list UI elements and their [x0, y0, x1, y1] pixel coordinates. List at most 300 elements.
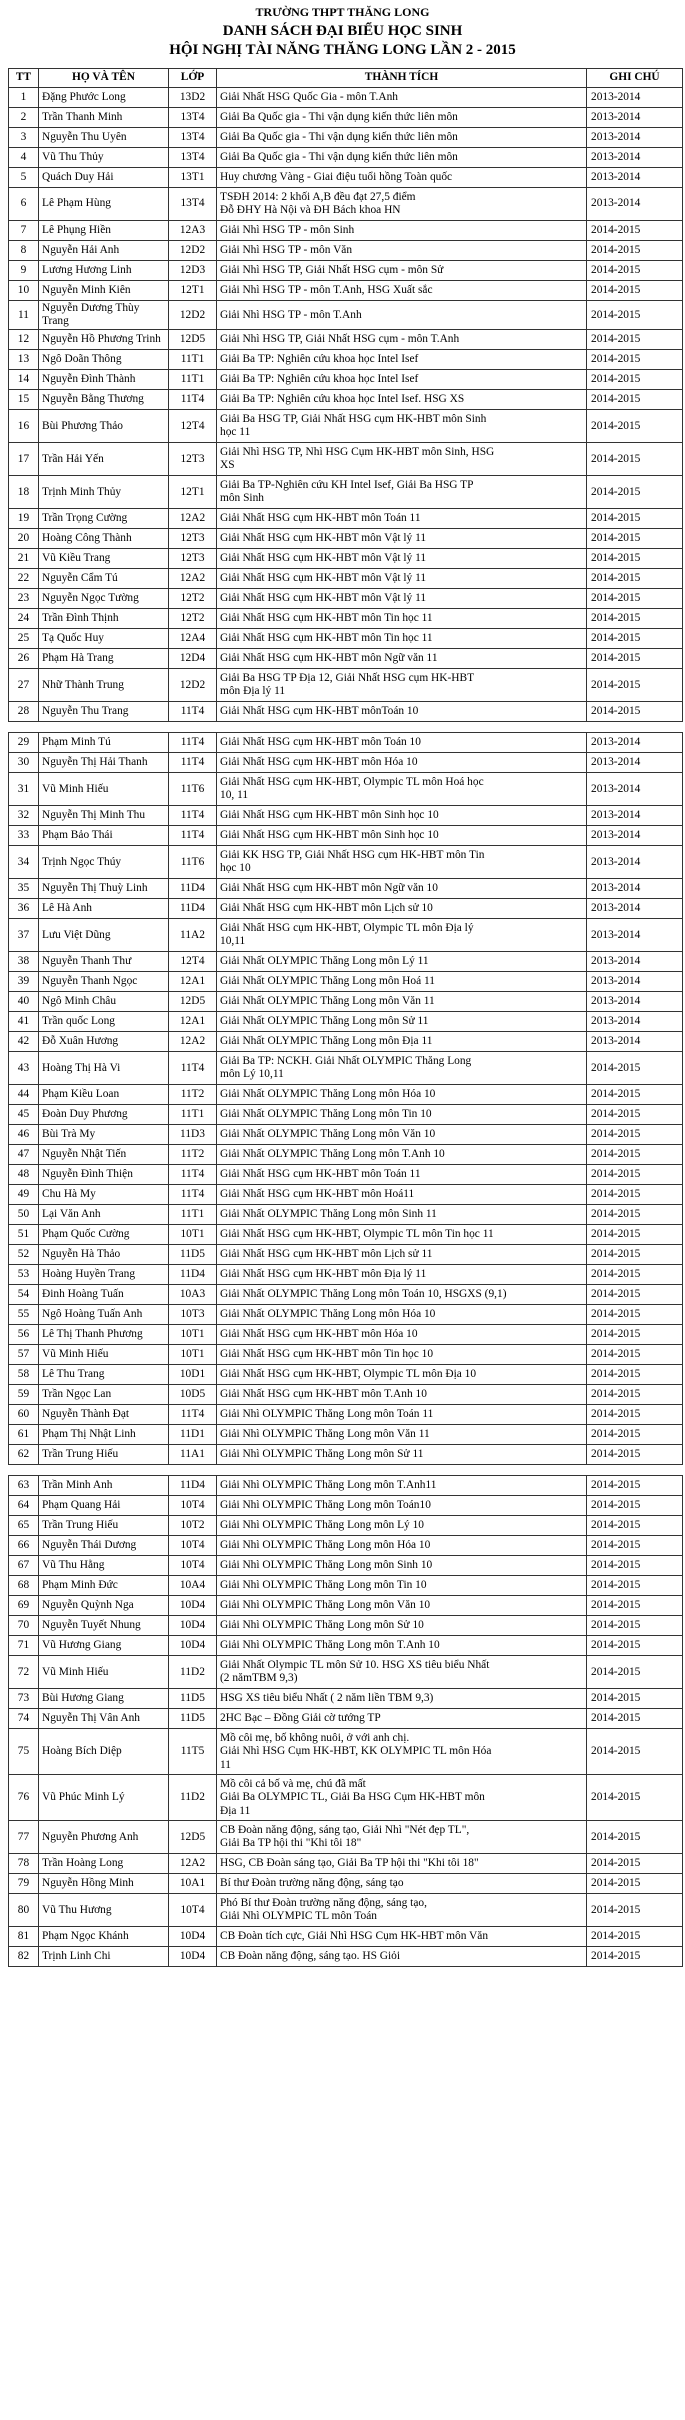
- achievement: [217, 301, 587, 330]
- student-name: Nguyễn Nhật Tiến: [39, 1145, 169, 1165]
- school-year-note: 2013-2014: [587, 1012, 683, 1032]
- school-year-note: 2014-2015: [587, 649, 683, 669]
- table-row: [9, 443, 683, 476]
- achievement: [217, 370, 587, 390]
- achievement: [217, 846, 587, 879]
- class-code: 12T3: [169, 443, 217, 476]
- student-name: Vũ Thu Hằng: [39, 1556, 169, 1576]
- section-separator: [9, 722, 683, 733]
- student-name: Nguyễn Thị Hải Thanh: [39, 753, 169, 773]
- student-name: Nguyễn Hà Thảo: [39, 1245, 169, 1265]
- table-row: [9, 569, 683, 589]
- achievement: [217, 1576, 587, 1596]
- table-row: [9, 1245, 683, 1265]
- school-year-note: 2013-2014: [587, 88, 683, 108]
- row-number: 61: [9, 1425, 39, 1445]
- school-year-note: 2013-2014: [587, 952, 683, 972]
- achievement: [217, 1496, 587, 1516]
- achievement-line: Đỗ ĐHY Hà Nội và ĐH Bách khoa HN: [220, 204, 401, 216]
- achievement: [217, 443, 587, 476]
- school-year-note: 2014-2015: [587, 261, 683, 281]
- student-name: Lê Thu Trang: [39, 1365, 169, 1385]
- student-name: Nguyễn Thanh Ngọc: [39, 972, 169, 992]
- student-name: Phạm Quốc Cường: [39, 1225, 169, 1245]
- student-name: Vũ Kiều Trang: [39, 549, 169, 569]
- school-year-note: 2013-2014: [587, 992, 683, 1012]
- row-number: 7: [9, 221, 39, 241]
- student-name: Đỗ Xuân Hương: [39, 1032, 169, 1052]
- student-name: Ngô Minh Châu: [39, 992, 169, 1012]
- student-name: Nguyễn Thị Thuỳ Linh: [39, 879, 169, 899]
- achievement-line: Giải Ba TP-Nghiên cứu KH Intel Isef, Giải Ba HSG TP: [220, 479, 474, 492]
- row-number: 57: [9, 1345, 39, 1365]
- row-number: 36: [9, 899, 39, 919]
- student-name: Phạm Minh Tú: [39, 733, 169, 753]
- achievement: [217, 1596, 587, 1616]
- student-name: Đinh Hoàng Tuấn: [39, 1285, 169, 1305]
- class-code: 10A3: [169, 1285, 217, 1305]
- row-number: 29: [9, 733, 39, 753]
- table-row: [9, 1854, 683, 1874]
- school-year-note: 2014-2015: [587, 390, 683, 410]
- row-number: 66: [9, 1536, 39, 1556]
- student-name: Nguyễn Thu Uyên: [39, 128, 169, 148]
- school-year-note: 2014-2015: [587, 1385, 683, 1405]
- row-number: 52: [9, 1245, 39, 1265]
- achievement: [217, 108, 587, 128]
- school-year-note: 2014-2015: [587, 1165, 683, 1185]
- row-number: 31: [9, 773, 39, 806]
- student-name: Phạm Ngọc Khánh: [39, 1927, 169, 1947]
- achievement-line: Giải Nhất OLYMPIC Thăng Long môn Văn 11: [220, 995, 435, 1008]
- student-name: Hoàng Bích Diệp: [39, 1729, 169, 1775]
- achievement-line: Giải Nhất HSG cụm HK-HBT môn T.Anh 10: [220, 1388, 427, 1401]
- school-year-note: 2014-2015: [587, 529, 683, 549]
- class-code: 11T1: [169, 350, 217, 370]
- class-code: 10D4: [169, 1616, 217, 1636]
- row-number: 75: [9, 1729, 39, 1775]
- table-row: [9, 1285, 683, 1305]
- row-number: 32: [9, 806, 39, 826]
- achievement-line: Giải Nhất HSG cụm HK-HBT, Olympic TL môn Tin học 11: [220, 1228, 494, 1241]
- school-year-note: 2014-2015: [587, 1325, 683, 1345]
- row-number: 5: [9, 168, 39, 188]
- student-name: Phạm Kiều Loan: [39, 1085, 169, 1105]
- row-number: 8: [9, 241, 39, 261]
- school-year-note: 2014-2015: [587, 330, 683, 350]
- achievement-line: môn Sinh: [220, 492, 264, 505]
- school-year-note: 2013-2014: [587, 806, 683, 826]
- achievement: [217, 1656, 587, 1689]
- column-header-name: HỌ VÀ TÊN: [39, 69, 169, 88]
- school-year-note: 2014-2015: [587, 1729, 683, 1775]
- student-name: Vũ Minh Hiếu: [39, 1345, 169, 1365]
- table-row: [9, 992, 683, 1012]
- table-row: [9, 1365, 683, 1385]
- achievement-line: Giải Nhất OLYMPIC Thăng Long môn Lý 11: [220, 955, 429, 968]
- achievement: [217, 1516, 587, 1536]
- achievement-line: HSG XS tiêu biểu Nhất ( 2 năm liền TBM 9,3): [220, 1692, 434, 1705]
- achievement: [217, 1556, 587, 1576]
- class-code: 11D2: [169, 1656, 217, 1689]
- student-name: Nguyễn Tuyết Nhung: [39, 1616, 169, 1636]
- achievement-line: Phó Bí thư Đoàn trường năng động, sáng tạo,: [220, 1897, 427, 1910]
- achievement: [217, 1085, 587, 1105]
- achievement: [217, 826, 587, 846]
- student-name: Tạ Quốc Huy: [39, 629, 169, 649]
- achievement-line: Huy chương Vàng - Giai điệu tuổi hồng Toàn quốc: [220, 170, 453, 183]
- row-number: 33: [9, 826, 39, 846]
- achievement: [217, 1245, 587, 1265]
- row-number: 42: [9, 1032, 39, 1052]
- row-number: 69: [9, 1596, 39, 1616]
- school-year-note: 2014-2015: [587, 1225, 683, 1245]
- class-code: 10D4: [169, 1636, 217, 1656]
- achievement: [217, 1874, 587, 1894]
- table-row: [9, 1576, 683, 1596]
- student-name: Ngô Hoàng Tuấn Anh: [39, 1305, 169, 1325]
- student-name: Quách Duy Hải: [39, 168, 169, 188]
- school-year-note: 2014-2015: [587, 1425, 683, 1445]
- achievement-line: Giải Ba TP: Nghiên cứu khoa học Intel Isef: [220, 373, 419, 386]
- row-number: 60: [9, 1405, 39, 1425]
- table-row: [9, 1052, 683, 1085]
- achievement-line: (2 nămTBM 9,3): [220, 1672, 298, 1685]
- achievement: [217, 806, 587, 826]
- school-year-note: 2013-2014: [587, 753, 683, 773]
- table-row: [9, 1689, 683, 1709]
- achievement: [217, 1821, 587, 1854]
- class-code: 10A1: [169, 1874, 217, 1894]
- student-name: Trần Thanh Minh: [39, 108, 169, 128]
- achievement: [217, 128, 587, 148]
- achievement: [217, 1165, 587, 1185]
- achievement-line: Giải Ba TP hội thi "Khi tôi 18": [220, 1837, 362, 1850]
- student-name: Lê Phụng Hiền: [39, 221, 169, 241]
- row-number: 71: [9, 1636, 39, 1656]
- achievement: [217, 1052, 587, 1085]
- table-row: [9, 1656, 683, 1689]
- student-name: Vũ Phúc Minh Lý: [39, 1775, 169, 1821]
- table-row: [9, 952, 683, 972]
- achievement-line: HSG, CB Đoàn sáng tạo, Giải Ba TP hội thi "Khi tôi 18": [220, 1857, 479, 1870]
- row-number: 13: [9, 350, 39, 370]
- table-row: [9, 919, 683, 952]
- achievement: [217, 476, 587, 509]
- table-row: [9, 1947, 683, 1967]
- table-row: [9, 509, 683, 529]
- achievement-line: Giải Nhì OLYMPIC Thăng Long môn Lý 10: [220, 1519, 424, 1532]
- student-name: Nhữ Thành Trung: [39, 669, 169, 702]
- table-row: [9, 1385, 683, 1405]
- achievement: [217, 609, 587, 629]
- achievement: [217, 1285, 587, 1305]
- row-number: 81: [9, 1927, 39, 1947]
- achievement-line: Giải Nhất HSG cụm HK-HBT môn Tin học 11: [220, 632, 433, 645]
- achievement: [217, 1616, 587, 1636]
- row-number: 40: [9, 992, 39, 1012]
- achievement-line: Giải Nhất HSG cụm HK-HBT, Olympic TL môn Địa 10: [220, 1368, 477, 1381]
- achievement-line: Giải Nhất HSG cụm HK-HBT môn Vật lý 11: [220, 552, 427, 565]
- table-row: [9, 753, 683, 773]
- class-code: 11T4: [169, 806, 217, 826]
- table-row: [9, 1775, 683, 1821]
- class-code: 12T4: [169, 410, 217, 443]
- school-year-note: 2013-2014: [587, 168, 683, 188]
- table-row: [9, 1205, 683, 1225]
- class-code: 10T4: [169, 1536, 217, 1556]
- achievement-line: Giải Ba HSG TP Địa 12, Giải Nhất HSG cụm HK-HBT: [220, 672, 475, 685]
- student-name: Nguyễn Thu Trang: [39, 702, 169, 722]
- student-name: Đoàn Duy Phương: [39, 1105, 169, 1125]
- class-code: 12D5: [169, 1821, 217, 1854]
- class-code: 11D3: [169, 1125, 217, 1145]
- class-code: 12D2: [169, 301, 217, 330]
- row-number: 77: [9, 1821, 39, 1854]
- table-row: [9, 1032, 683, 1052]
- table-row: [9, 350, 683, 370]
- school-year-note: 2013-2014: [587, 879, 683, 899]
- school-year-note: 2014-2015: [587, 1894, 683, 1927]
- table-row: [9, 1325, 683, 1345]
- achievement-line: Giải Nhì HSG TP - môn T.Anh: [220, 308, 362, 321]
- achievement-line: Giải Nhất HSG cụm HK-HBT môn Toán 11: [220, 512, 421, 525]
- row-number: 35: [9, 879, 39, 899]
- student-name: Chu Hà My: [39, 1185, 169, 1205]
- table-row: [9, 221, 683, 241]
- table-row: [9, 773, 683, 806]
- document-title-line1: DANH SÁCH ĐẠI BIỂU HỌC SINH: [222, 23, 463, 39]
- school-year-note: 2013-2014: [587, 108, 683, 128]
- school-year-note: 2014-2015: [587, 1145, 683, 1165]
- student-name: Lương Hương Linh: [39, 261, 169, 281]
- student-name: Hoàng Huyền Trang: [39, 1265, 169, 1285]
- student-name: Bùi Phương Thảo: [39, 410, 169, 443]
- row-number: 24: [9, 609, 39, 629]
- achievement-line: Giải Nhất HSG cụm HK-HBT môn Hoá11: [220, 1188, 415, 1201]
- table-row: [9, 1516, 683, 1536]
- achievement-line: Giải Nhất HSG cụm HK-HBT môn Hóa 10: [220, 756, 418, 769]
- table-header-row: [9, 69, 683, 88]
- school-year-note: 2014-2015: [587, 1874, 683, 1894]
- student-name: Trịnh Linh Chi: [39, 1947, 169, 1967]
- achievement-line: Giải Ba Quốc gia - Thi vận dụng kiến thức liên môn: [220, 110, 458, 123]
- achievement: [217, 919, 587, 952]
- table-row: [9, 188, 683, 221]
- class-code: 11T1: [169, 370, 217, 390]
- school-year-note: 2014-2015: [587, 1345, 683, 1365]
- school-year-note: 2014-2015: [587, 1405, 683, 1425]
- column-header-note: GHI CHÚ: [587, 69, 683, 88]
- achievement: [217, 1105, 587, 1125]
- achievement: [217, 733, 587, 753]
- row-number: 34: [9, 846, 39, 879]
- class-code: 12D4: [169, 649, 217, 669]
- student-name: Trần Trung Hiếu: [39, 1516, 169, 1536]
- student-name: Trần Hải Yến: [39, 443, 169, 476]
- row-number: 15: [9, 390, 39, 410]
- row-number: 46: [9, 1125, 39, 1145]
- class-code: 13D2: [169, 88, 217, 108]
- achievement: [217, 1185, 587, 1205]
- class-code: 12A2: [169, 509, 217, 529]
- row-number: 79: [9, 1874, 39, 1894]
- achievement-line: Giải Nhất HSG cụm HK-HBT môn Ngữ văn 10: [220, 882, 438, 895]
- student-name: Trần Ngọc Lan: [39, 1385, 169, 1405]
- section-separator: [9, 1465, 683, 1476]
- achievement-line: Giải Ba Quốc gia - Thi vận dụng kiến thức liên môn: [220, 130, 458, 143]
- student-name: Trần Đình Thịnh: [39, 609, 169, 629]
- school-year-note: 2013-2014: [587, 188, 683, 221]
- column-header-tt: TT: [9, 69, 39, 88]
- row-number: 16: [9, 410, 39, 443]
- achievement-line: Giải Nhất HSG cụm HK-HBT môn Tin học 10: [220, 1348, 434, 1361]
- table-row: [9, 806, 683, 826]
- student-name: Phạm Hà Trang: [39, 649, 169, 669]
- achievement-line: Giải Nhì HSG TP, Giải Nhất HSG cụm - môn T.Anh: [220, 333, 460, 346]
- achievement-line: Giải Nhất HSG cụm HK-HBT môn Hóa 10: [220, 1328, 418, 1341]
- school-year-note: 2014-2015: [587, 669, 683, 702]
- student-name: Trần Trung Hiếu: [39, 1445, 169, 1465]
- school-year-note: 2014-2015: [587, 1476, 683, 1496]
- row-number: 45: [9, 1105, 39, 1125]
- row-number: 27: [9, 669, 39, 702]
- table-row: [9, 1556, 683, 1576]
- achievement: [217, 1854, 587, 1874]
- school-year-note: 2014-2015: [587, 1689, 683, 1709]
- student-name: Nguyễn Minh Kiên: [39, 281, 169, 301]
- row-number: 14: [9, 370, 39, 390]
- student-name: Nguyễn Thành Đạt: [39, 1405, 169, 1425]
- student-name: Nguyễn Thị Minh Thu: [39, 806, 169, 826]
- row-number: 67: [9, 1556, 39, 1576]
- class-code: 12D2: [169, 669, 217, 702]
- school-year-note: 2014-2015: [587, 1556, 683, 1576]
- document-title-line2: HỘI NGHỊ TÀI NĂNG THĂNG LONG LẦN 2 - 2015: [169, 42, 516, 58]
- achievement-line: Giải Nhất HSG cụm HK-HBT môn Vật lý 11: [220, 532, 427, 545]
- row-number: 62: [9, 1445, 39, 1465]
- achievement-line: Giải KK HSG TP, Giải Nhất HSG cụm HK-HBT môn Tin: [220, 849, 485, 862]
- achievement-line: Giải Nhất OLYMPIC Thăng Long môn Địa 11: [220, 1035, 433, 1048]
- school-year-note: 2014-2015: [587, 1445, 683, 1465]
- achievement-line: Giải Nhì OLYMPIC Thăng Long môn Tin 10: [220, 1579, 427, 1592]
- school-name: TRƯỜNG THPT THĂNG LONG: [255, 5, 430, 19]
- school-year-note: 2014-2015: [587, 1496, 683, 1516]
- row-number: 50: [9, 1205, 39, 1225]
- row-number: 47: [9, 1145, 39, 1165]
- school-year-note: 2014-2015: [587, 1536, 683, 1556]
- achievement-line: Giải Nhì OLYMPIC Thăng Long môn Toán10: [220, 1499, 431, 1512]
- class-code: 11T6: [169, 846, 217, 879]
- achievement-line: CB Đoàn tích cực, Giải Nhì HSG Cụm HK-HBT môn Văn: [220, 1930, 489, 1943]
- student-name: Hoàng Thị Hà Vi: [39, 1052, 169, 1085]
- achievement-line: Giải Nhất HSG cụm HK-HBT môn Lịch sử 10: [220, 902, 433, 915]
- class-code: 10D5: [169, 1385, 217, 1405]
- achievement-line: 10,11: [220, 935, 246, 948]
- student-name: Nguyễn Dương Thùy Trang: [39, 301, 169, 330]
- table-row: [9, 1496, 683, 1516]
- achievement: [217, 148, 587, 168]
- table-row: [9, 1616, 683, 1636]
- achievement-line: Giải Nhất HSG Quốc Gia - môn T.Anh: [220, 90, 399, 103]
- row-number: 4: [9, 148, 39, 168]
- row-number: 80: [9, 1894, 39, 1927]
- school-year-note: 2014-2015: [587, 1052, 683, 1085]
- class-code: 10T3: [169, 1305, 217, 1325]
- school-year-note: 2014-2015: [587, 241, 683, 261]
- achievement-line: Giải Nhì HSG TP - môn T.Anh, HSG Xuất sắc: [220, 283, 433, 296]
- achievement: [217, 281, 587, 301]
- class-code: 10T2: [169, 1516, 217, 1536]
- class-code: 10T1: [169, 1225, 217, 1245]
- row-number: 73: [9, 1689, 39, 1709]
- row-number: 23: [9, 589, 39, 609]
- student-name: Phạm Bảo Thái: [39, 826, 169, 846]
- school-year-note: 2014-2015: [587, 1927, 683, 1947]
- table-row: [9, 261, 683, 281]
- row-number: 2: [9, 108, 39, 128]
- row-number: 38: [9, 952, 39, 972]
- school-year-note: 2014-2015: [587, 569, 683, 589]
- achievement: [217, 529, 587, 549]
- student-name: Vũ Thu Hương: [39, 1894, 169, 1927]
- achievement: [217, 241, 587, 261]
- student-name: Trần Trọng Cường: [39, 509, 169, 529]
- student-name: Trần Hoàng Long: [39, 1854, 169, 1874]
- table-row: [9, 241, 683, 261]
- row-number: 22: [9, 569, 39, 589]
- class-code: 12D3: [169, 261, 217, 281]
- class-code: 12T2: [169, 589, 217, 609]
- table-row: [9, 1536, 683, 1556]
- class-code: 10T4: [169, 1894, 217, 1927]
- class-code: 11T1: [169, 1205, 217, 1225]
- student-name: Vũ Hương Giang: [39, 1636, 169, 1656]
- achievement-line: Giải Nhất HSG cụm HK-HBT môn Vật lý 11: [220, 592, 427, 605]
- achievement: [217, 879, 587, 899]
- row-number: 65: [9, 1516, 39, 1536]
- achievement-line: Giải Nhất HSG cụm HK-HBT mônToán 10: [220, 705, 419, 718]
- achievement: [217, 589, 587, 609]
- row-number: 63: [9, 1476, 39, 1496]
- achievement: [217, 1325, 587, 1345]
- table-row: [9, 410, 683, 443]
- row-number: 1: [9, 88, 39, 108]
- school-year-note: 2014-2015: [587, 1596, 683, 1616]
- school-year-note: 2013-2014: [587, 826, 683, 846]
- achievement: [217, 702, 587, 722]
- school-year-note: 2014-2015: [587, 301, 683, 330]
- row-number: 3: [9, 128, 39, 148]
- achievement: [217, 390, 587, 410]
- achievement: [217, 899, 587, 919]
- student-name: Lê Thị Thanh Phương: [39, 1325, 169, 1345]
- class-code: 13T4: [169, 188, 217, 221]
- school-year-note: 2014-2015: [587, 1245, 683, 1265]
- table-row: [9, 88, 683, 108]
- table-row: [9, 1085, 683, 1105]
- school-year-note: 2014-2015: [587, 609, 683, 629]
- achievement: [217, 649, 587, 669]
- class-code: 10D1: [169, 1365, 217, 1385]
- achievement-line: Giải Nhất HSG cụm HK-HBT môn Toán 10: [220, 736, 421, 749]
- achievement-line: Giải Nhất OLYMPIC Thăng Long môn Văn 10: [220, 1128, 436, 1141]
- achievement: [217, 1225, 587, 1245]
- student-name: Nguyễn Đình Thành: [39, 370, 169, 390]
- school-year-note: 2014-2015: [587, 1365, 683, 1385]
- student-name: Trần Minh Anh: [39, 1476, 169, 1496]
- achievement: [217, 1205, 587, 1225]
